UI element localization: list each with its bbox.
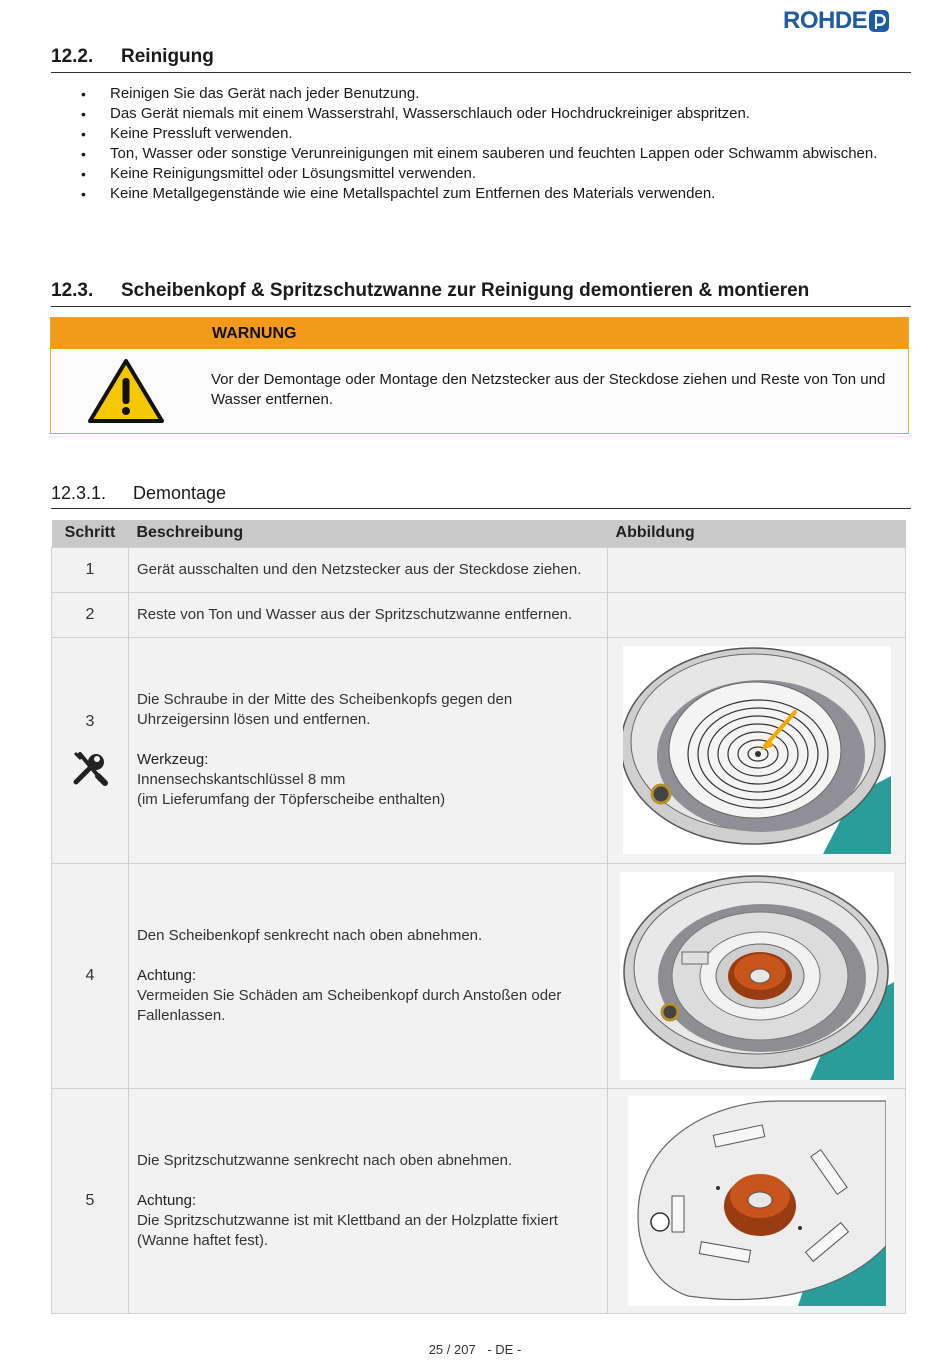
list-item: • Keine Reinigungsmittel oder Lösungsmittel verwenden.	[80, 164, 880, 184]
step-figure	[608, 863, 906, 1088]
wheel-head-screw-illustration	[623, 646, 891, 854]
step-text: Die Spritzschutzwanne senkrecht nach oben abnehmen.	[136, 1151, 513, 1169]
section-title: Reinigung	[121, 46, 214, 67]
cleaning-instructions-list	[80, 84, 880, 204]
step-number: 3	[85, 713, 95, 730]
step-figure	[608, 637, 906, 863]
section-number: 12.3.	[51, 280, 94, 301]
wheel-head-removed-illustration	[620, 872, 894, 1080]
column-header-description: Beschreibung	[128, 520, 607, 547]
step-number: 4	[52, 863, 129, 1088]
section-12-2-heading	[51, 44, 911, 73]
section-number: 12.3.1.	[51, 483, 107, 503]
splash-pan-removed-illustration	[628, 1096, 886, 1306]
section-title: Demontage	[133, 483, 227, 503]
step-figure-empty	[608, 547, 906, 592]
step-number-cell	[52, 637, 129, 863]
tool-name: Innensechskantschlüssel 8 mm	[136, 771, 346, 788]
tool-note: (im Lieferumfang der Töpferscheibe enthalten)	[136, 791, 446, 808]
list-item: • Keine Metallgegenstände wie eine Metallspachtel zum Entfernen des Materials verwenden.	[80, 184, 880, 204]
table-row	[52, 863, 906, 1088]
disassembly-steps-table	[51, 520, 906, 1314]
logo-text: ROHDE	[783, 7, 868, 34]
section-number: 12.2.	[51, 46, 94, 67]
caution-label: Achtung:	[136, 1191, 197, 1209]
step-description	[128, 863, 607, 1088]
step-description	[128, 1088, 607, 1313]
step-text: Die Schraube in der Mitte des Scheibenkopfs gegen den Uhrzeigersinn lösen und entfernen.	[136, 691, 513, 728]
section-12-3-1-heading	[51, 482, 911, 509]
table-row	[52, 592, 906, 637]
page-number: 25 / 207	[428, 1342, 476, 1357]
table-row	[52, 1088, 906, 1313]
list-item: • Ton, Wasser oder sonstige Verunreinigungen mit einem sauberen und feuchten Lappen oder Schwamm abwischen.	[80, 144, 880, 164]
brand-logo	[783, 6, 890, 36]
list-item: • Keine Pressluft verwenden.	[80, 124, 880, 144]
step-description: Gerät ausschalten und den Netzstecker aus der Steckdose ziehen.	[128, 547, 607, 592]
step-text: Den Scheibenkopf senkrecht nach oben abnehmen.	[136, 926, 483, 944]
step-figure-empty	[608, 592, 906, 637]
language-tag: - DE -	[487, 1342, 522, 1357]
column-header-figure: Abbildung	[608, 520, 906, 547]
step-description	[128, 637, 607, 863]
table-row	[52, 637, 906, 863]
caution-label: Achtung:	[136, 966, 197, 984]
step-number: 5	[52, 1088, 129, 1313]
step-number: 2	[52, 592, 129, 637]
caution-text: Die Spritzschutzwanne ist mit Klettband an der Holzplatte fixiert (Wanne haftet fest).	[136, 1211, 558, 1249]
wrench-screwdriver-icon	[70, 748, 110, 788]
warning-box	[50, 317, 909, 434]
logo-mark-icon	[868, 9, 890, 33]
tool-label: Werkzeug:	[136, 751, 209, 768]
section-12-3-heading	[51, 278, 911, 307]
table-row	[52, 547, 906, 592]
step-figure	[608, 1088, 906, 1313]
page-footer	[0, 1342, 950, 1357]
step-number: 1	[52, 547, 129, 592]
warning-text: Vor der Demontage oder Montage den Netzstecker aus der Steckdose ziehen und Reste von Ton und Wasser entfernen.	[211, 371, 886, 408]
list-item: • Reinigen Sie das Gerät nach jeder Benutzung.	[80, 84, 880, 104]
column-header-step: Schritt	[52, 520, 129, 547]
table-header-row	[52, 520, 906, 547]
section-title: Scheibenkopf & Spritzschutzwanne zur Reinigung demontieren & montieren	[121, 280, 810, 301]
list-item: • Das Gerät niemals mit einem Wasserstrahl, Wasserschlauch oder Hochdruckreiniger abspritzen.	[80, 104, 880, 124]
step-description: Reste von Ton und Wasser aus der Spritzschutzwanne entfernen.	[128, 592, 607, 637]
warning-triangle-icon	[87, 358, 165, 424]
caution-text: Vermeiden Sie Schäden am Scheibenkopf durch Anstoßen oder Fallenlassen.	[136, 986, 562, 1024]
warning-header: WARNUNG	[51, 318, 908, 349]
